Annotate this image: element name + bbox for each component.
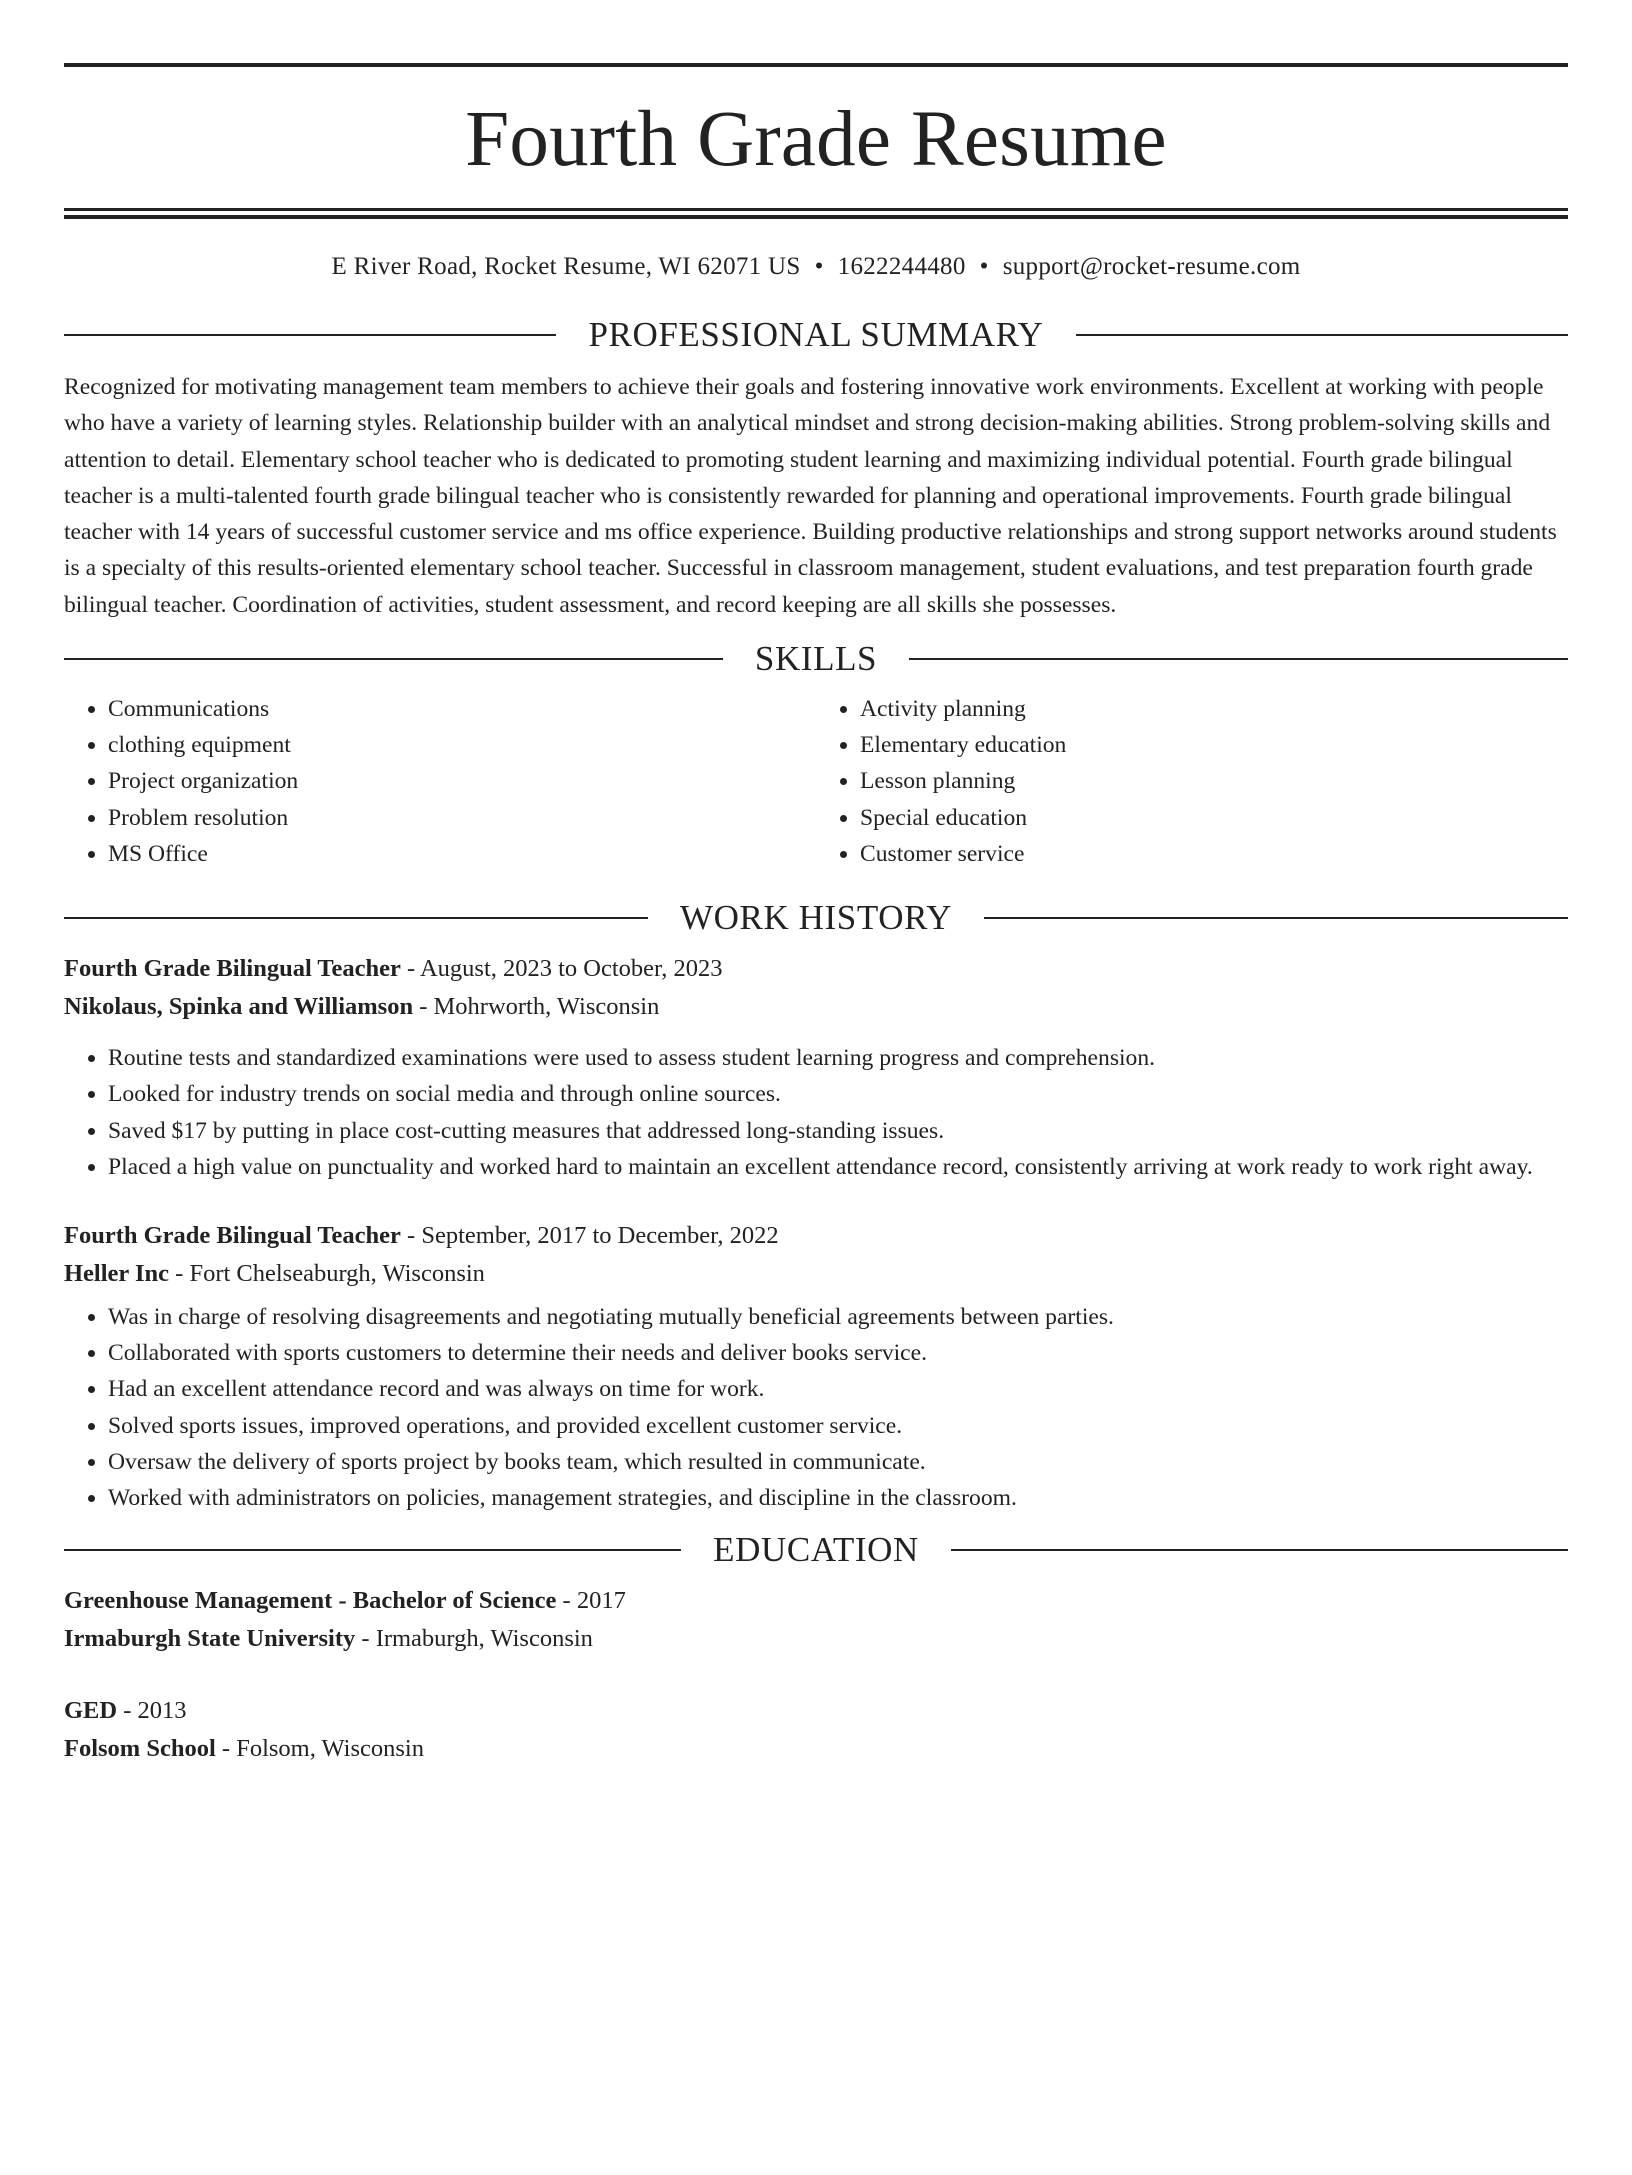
- heading-rule: [909, 658, 1568, 660]
- skill-item: • Customer service: [860, 836, 1568, 872]
- job-role: Fourth Grade Bilingual Teacher: [64, 1221, 401, 1249]
- address: E River Road, Rocket Resume, WI 62071 US: [331, 253, 801, 280]
- skill-item: • MS Office: [108, 836, 816, 872]
- phone[interactable]: 1622244480: [837, 253, 966, 280]
- education-year: 2013: [137, 1697, 187, 1725]
- heading-rule: [951, 1549, 1568, 1551]
- skill-item: • Project organization: [108, 763, 816, 799]
- summary-title: PROFESSIONAL SUMMARY: [588, 315, 1044, 354]
- job-bullet: • Saved $17 by putting in place cost-cutting measures that addressed long-standing issues.: [108, 1113, 1568, 1149]
- skill-item: • Elementary education: [860, 727, 1568, 763]
- heading-rule: [984, 917, 1568, 919]
- job-company-line: [64, 988, 1568, 1026]
- skill-item: • Activity planning: [860, 691, 1568, 727]
- contact-line: [64, 252, 1568, 282]
- job-title-line: [64, 1217, 1568, 1255]
- work-heading: [64, 898, 1568, 938]
- job-bullet: • Oversaw the delivery of sports project by books team, which resulted in communicate.: [108, 1444, 1568, 1480]
- job-location: Mohrworth, Wisconsin: [433, 993, 660, 1021]
- job-title-line: [64, 950, 1568, 988]
- education-title: EDUCATION: [713, 1530, 919, 1570]
- dash: -: [215, 1735, 237, 1763]
- education-degree: Greenhouse Management - Bachelor of Science: [64, 1587, 557, 1615]
- job-bullet: • Looked for industry trends on social media and through online sources.: [108, 1076, 1568, 1112]
- education-year: 2017: [576, 1587, 626, 1615]
- education-school-line: [64, 1730, 1568, 1768]
- resume-page: [0, 63, 1632, 2175]
- job-bullet: • Worked with administrators on policies, management strategies, and discipline in the classroom.: [108, 1480, 1568, 1516]
- job-company: Nikolaus, Spinka and Williamson: [64, 993, 414, 1021]
- heading-rule: [64, 334, 556, 336]
- skills-title: SKILLS: [754, 639, 878, 679]
- education-entry: [64, 1692, 1568, 1768]
- job-dates: August, 2023 to October, 2023: [419, 955, 723, 983]
- job-dates: September, 2017 to December, 2022: [421, 1221, 779, 1249]
- job-company-line: [64, 1255, 1568, 1293]
- education-school: Folsom School: [64, 1735, 216, 1763]
- dash: -: [355, 1625, 376, 1653]
- skill-item: • Special education: [860, 800, 1568, 836]
- skills-list: [64, 691, 1568, 872]
- job-location: Fort Chelseaburgh, Wisconsin: [189, 1259, 485, 1287]
- skill-item: • Lesson planning: [860, 763, 1568, 799]
- job-bullet: • Had an excellent attendance record and was always on time for work.: [108, 1371, 1568, 1407]
- job-bullet: • Collaborated with sports customers to determine their needs and deliver books service.: [108, 1335, 1568, 1371]
- education-entry: [64, 1582, 1568, 1658]
- dash: -: [400, 1221, 422, 1249]
- separator: •: [814, 253, 824, 280]
- dash: -: [169, 1259, 190, 1287]
- double-rule: [64, 208, 1568, 219]
- separator: •: [979, 253, 989, 280]
- skills-column-right: [816, 691, 1568, 872]
- education-degree-line: [64, 1692, 1568, 1730]
- job-bullet: • Routine tests and standardized examinations were used to assess student learning progress and comprehension.: [108, 1040, 1568, 1076]
- dash: -: [117, 1697, 138, 1725]
- skill-item: • Communications: [108, 691, 816, 727]
- education-school: Irmaburgh State University: [64, 1625, 356, 1653]
- heading-rule: [64, 658, 723, 660]
- heading-rule: [64, 917, 648, 919]
- education-location: Irmaburgh, Wisconsin: [375, 1625, 593, 1653]
- education-heading: [64, 1530, 1568, 1570]
- dash: -: [413, 993, 434, 1021]
- heading-rule: [64, 1549, 681, 1551]
- heading-rule: [1076, 334, 1568, 336]
- job-bullet: • Placed a high value on punctuality and worked hard to maintain an excellent attendance record, consistently arriving at work ready to work right away.: [108, 1149, 1568, 1185]
- job-entry: [64, 1217, 1568, 1516]
- skills-column-left: [64, 691, 816, 872]
- education-location: Folsom, Wisconsin: [236, 1735, 424, 1763]
- dash: -: [556, 1587, 577, 1615]
- education-school-line: [64, 1620, 1568, 1658]
- skills-heading: [64, 639, 1568, 679]
- job-role: Fourth Grade Bilingual Teacher: [64, 955, 401, 983]
- resume-title: Fourth Grade Resume: [465, 96, 1167, 183]
- job-company: Heller Inc: [64, 1259, 170, 1287]
- skill-item: • clothing equipment: [108, 727, 816, 763]
- skill-item: • Problem resolution: [108, 800, 816, 836]
- job-bullet: • Solved sports issues, improved operations, and provided excellent customer service.: [108, 1408, 1568, 1444]
- summary-text: Recognized for motivating management team members to achieve their goals and fostering innovative work environments. Excellent at working with people who have a variety of learning styles. Relationship builder with an analytical mindset and strong decision-making abilities. Strong problem-solving skills and attention to detail. Elementary school teacher who is dedicated to promoting student learning and maximizing individual potential. Fourth grade bilingual teacher is a multi-talented fourth grade bilingual teacher who is consistently rewarded for planning and operational improvements. Fourth grade bilingual teacher with 14 years of successful customer service and ms office experience. Building productive relationships and strong support networks around students is a specialty of this results-oriented elementary school teacher. Successful in classroom management, student evaluations, and test preparation fourth grade bilingual teacher. Coordination of activities, student assessment, and record keeping are all skills she possesses.: [64, 374, 1557, 618]
- education-degree: GED: [64, 1697, 118, 1725]
- dash: -: [400, 955, 420, 983]
- email[interactable]: support@rocket-resume.com: [1002, 253, 1301, 280]
- job-entry: [64, 950, 1568, 1185]
- work-title: WORK HISTORY: [680, 898, 952, 938]
- job-bullet: • Was in charge of resolving disagreements and negotiating mutually beneficial agreements between parties.: [108, 1299, 1568, 1335]
- education-degree-line: [64, 1582, 1568, 1620]
- top-rule: [64, 63, 1568, 67]
- summary-heading: [64, 315, 1568, 355]
